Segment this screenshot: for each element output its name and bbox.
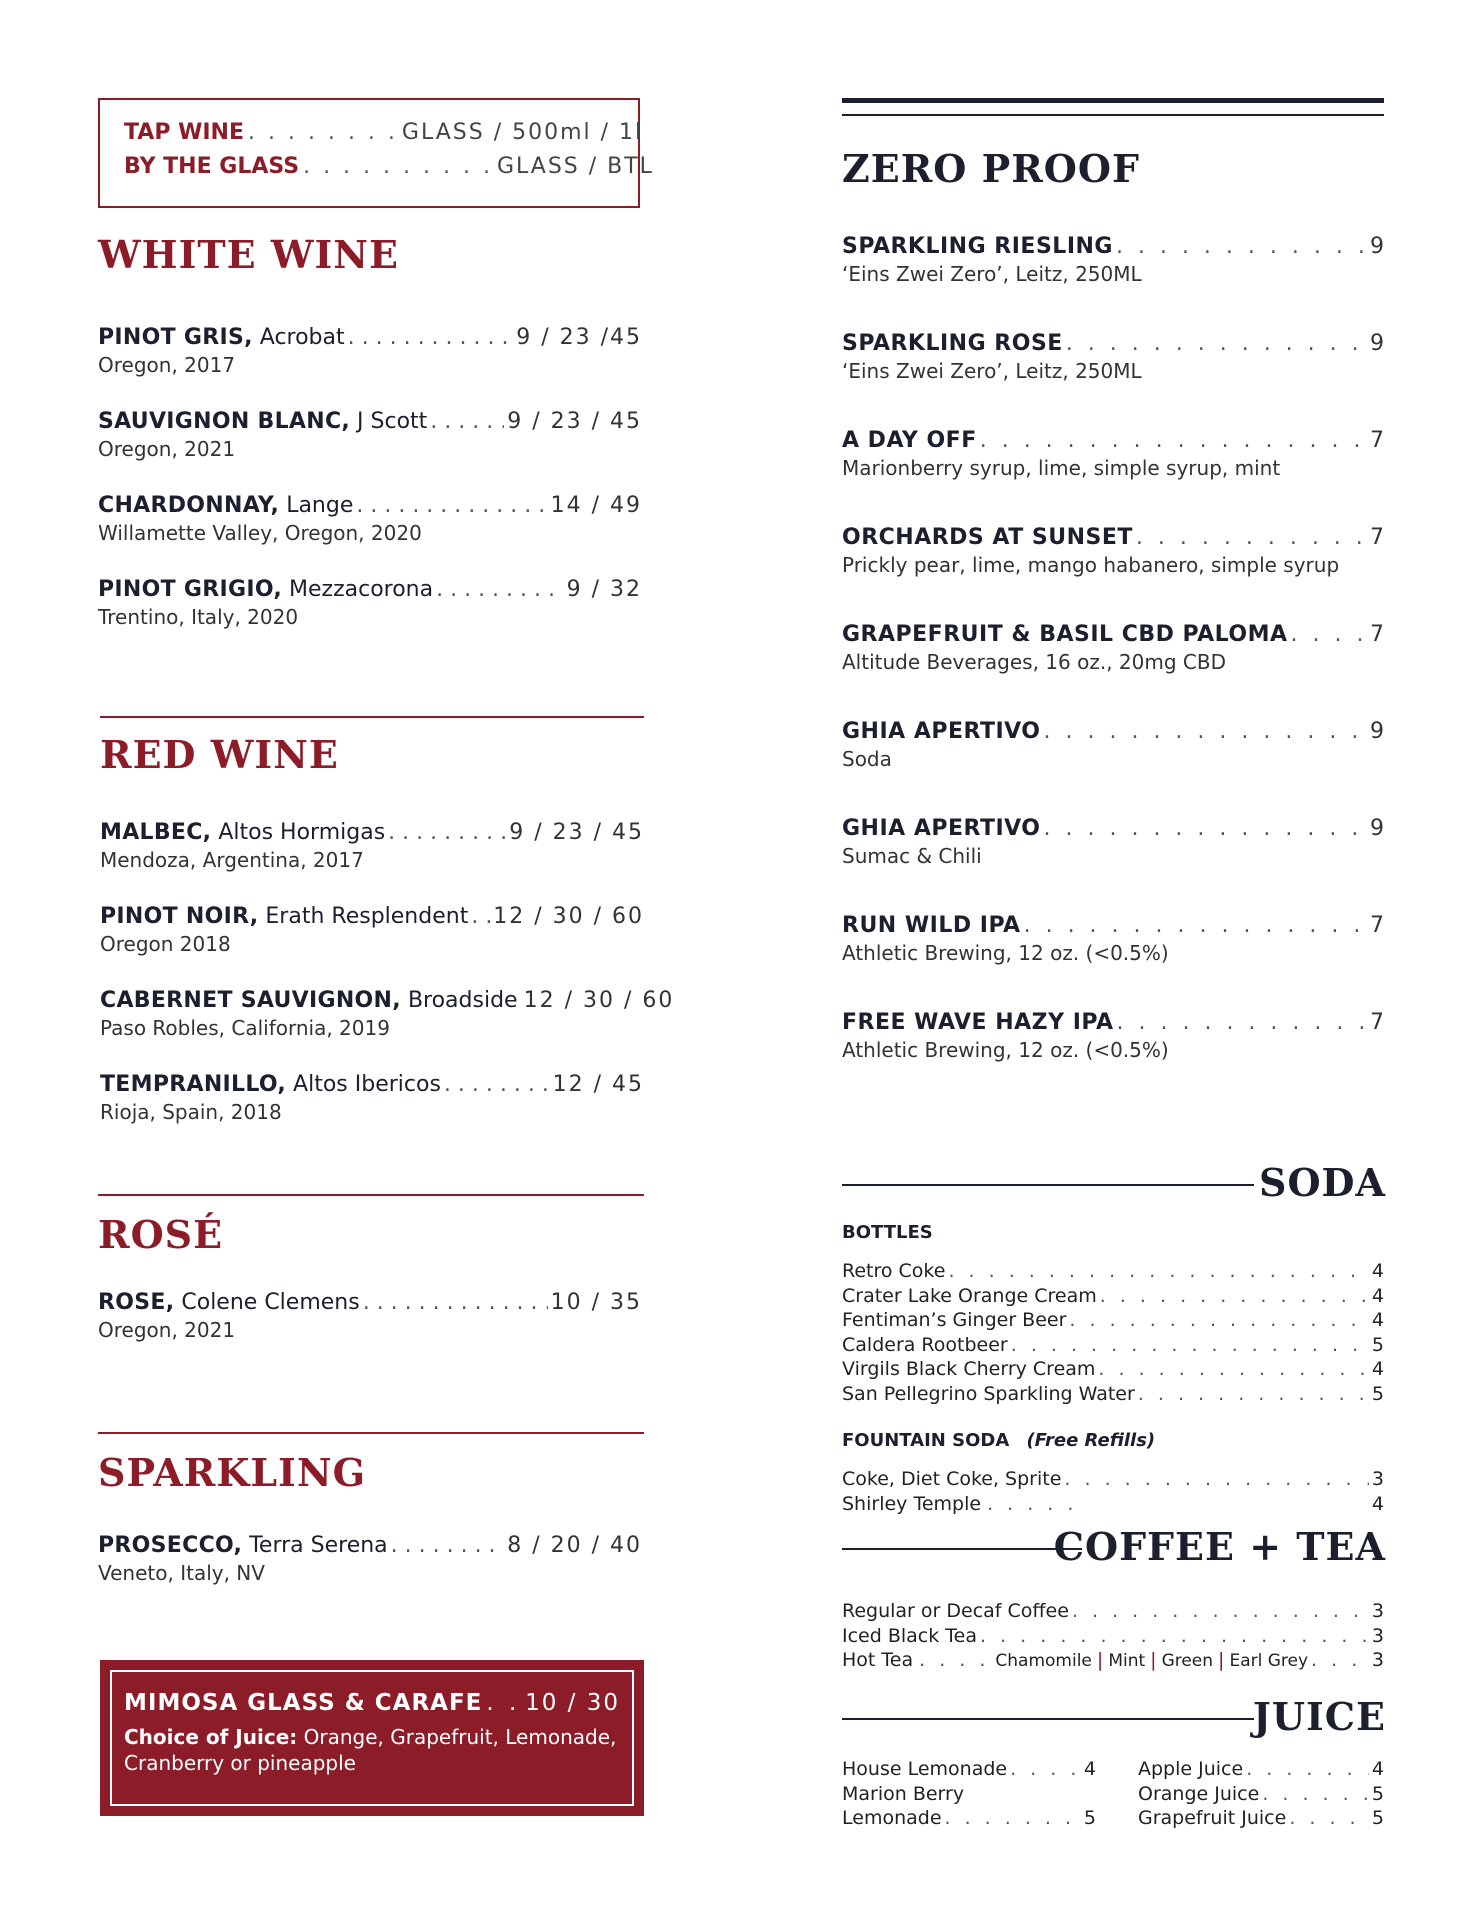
juice-list-left	[842, 1758, 1096, 1832]
mimosa-name: MIMOSA GLASS & CARAFE	[124, 1690, 483, 1716]
menu-item: PINOT GRIGIO, Mezzacorona . . . 9 / 32 Trentino, Italy, 2020	[98, 577, 642, 661]
red-wine-title: RED WINE	[100, 732, 339, 777]
list-item: Retro Coke . . . 4	[842, 1260, 1384, 1285]
by-glass-line: BY THE GLASS . . . . . . . . . . GLASS / BTL	[124, 154, 654, 179]
mimosa-price: 10 / 30	[525, 1690, 620, 1716]
mimosa-juice: Choice of Juice: Orange, Grapefruit, Lemonade, Cranberry or pineapple	[124, 1725, 617, 1775]
menu-item: GHIA APERTIVO . . . 9 Sumac & Chili	[842, 816, 1384, 913]
list-item: San Pellegrino Sparkling Water . . . 5	[842, 1383, 1384, 1408]
divider	[842, 1184, 1254, 1186]
tap-wine-legend	[98, 98, 654, 208]
divider	[842, 1548, 1082, 1550]
list-item: Iced Black Tea . . . 3	[842, 1625, 1384, 1650]
coffee-tea-title: COFFEE + TEA	[1053, 1524, 1386, 1569]
bottles-list	[842, 1260, 1384, 1407]
menu-item: SAUVIGNON BLANC, J Scott . . . 9 / 23 / 45 Oregon, 2021	[98, 409, 642, 493]
menu-item: PROSECCO, Terra Serena . . . 8 / 20 / 40 Veneto, Italy, NV	[98, 1533, 642, 1617]
menu-item: PINOT GRIS, Acrobat . . . 9 / 23 /45 Oregon, 2017	[98, 325, 642, 409]
list-item: Virgils Black Cherry Cream . . . 4	[842, 1358, 1384, 1383]
list-item: Regular or Decaf Coffee . . . 3	[842, 1600, 1384, 1625]
list-item: Grapefruit Juice . . . 5	[1138, 1807, 1384, 1832]
fountain-list	[842, 1468, 1384, 1517]
mimosa-feature-box	[100, 1660, 644, 1816]
red-wine-list	[100, 820, 675, 1156]
list-item: Coke, Diet Coke, Sprite . . . 3	[842, 1468, 1384, 1493]
white-wine-list	[98, 325, 642, 661]
divider	[98, 1432, 644, 1434]
hot-tea-row: Hot Tea . . . . Chamomile | Mint | Green | Earl Grey . . . 3	[842, 1649, 1384, 1674]
header-rule-thin	[842, 114, 1384, 116]
zero-proof-title: ZERO PROOF	[842, 146, 1140, 191]
sparkling-list	[98, 1533, 642, 1617]
rose-title: ROSÉ	[98, 1212, 224, 1257]
menu-item: CABERNET SAUVIGNON, Broadside 12 / 30 / 60 Paso Robles, California, 2019	[100, 988, 675, 1040]
rose-list	[98, 1290, 642, 1374]
menu-item: ROSE, Colene Clemens . . . 10 / 35 Oregon, 2021	[98, 1290, 642, 1374]
header-rule-thick	[842, 98, 1384, 103]
menu-item: FREE WAVE HAZY IPA . . . 7 Athletic Brewing, 12 oz. (<0.5%)	[842, 1010, 1384, 1107]
menu-item: A DAY OFF . . . 7 Marionberry syrup, lime, simple syrup, mint	[842, 428, 1384, 525]
coffee-tea-list	[842, 1600, 1384, 1674]
divider	[842, 1718, 1254, 1720]
tap-wine-line: TAP WINE . . . . . . . . GLASS / 500ml / 1l	[124, 120, 644, 145]
white-wine-title: WHITE WINE	[98, 232, 399, 277]
list-item: House Lemonade . . . 4	[842, 1758, 1096, 1783]
menu-item: GHIA APERTIVO . . . 9 Soda	[842, 719, 1384, 816]
soda-title: SODA	[1259, 1160, 1386, 1205]
tap-wine-value: GLASS / 500ml / 1l	[401, 120, 644, 145]
list-item: Crater Lake Orange Cream . . . 4	[842, 1285, 1384, 1310]
by-glass-label: BY THE GLASS	[124, 154, 300, 179]
list-item: Caldera Rootbeer . . . 5	[842, 1334, 1384, 1359]
menu-item: ORCHARDS AT SUNSET . . . 7 Prickly pear, lime, mango habanero, simple syrup	[842, 525, 1384, 622]
bottles-heading: BOTTLES	[842, 1222, 933, 1243]
menu-item: TEMPRANILLO, Altos Ibericos . . . 12 / 45 Rioja, Spain, 2018	[100, 1072, 644, 1156]
list-item: Fentiman’s Ginger Beer . . . 4	[842, 1309, 1384, 1334]
menu-item: CHARDONNAY, Lange . . . 14 / 49 Willamette Valley, Oregon, 2020	[98, 493, 642, 577]
list-item: Lemonade . . . 5	[842, 1807, 1096, 1832]
menu-item: MALBEC, Altos Hormigas . . . 9 / 23 / 45 Mendoza, Argentina, 2017	[100, 820, 644, 904]
menu-item: SPARKLING RIESLING . . . 9 ‘Eins Zwei Zero’, Leitz, 250ML	[842, 234, 1384, 331]
list-item: Shirley Temple . . . . . 4	[842, 1492, 1384, 1515]
tap-wine-label: TAP WINE	[124, 120, 245, 145]
divider	[98, 1194, 644, 1196]
menu-item: SPARKLING ROSE . . . 9 ‘Eins Zwei Zero’, Leitz, 250ML	[842, 331, 1384, 428]
list-item: Orange Juice . . . 5	[1138, 1783, 1384, 1808]
menu-item: GRAPEFRUIT & BASIL CBD PALOMA . . . 7 Altitude Beverages, 16 oz., 20mg CBD	[842, 622, 1384, 719]
juice-list-right	[1138, 1758, 1384, 1832]
juice-title: JUICE	[1252, 1694, 1386, 1739]
menu-item: PINOT NOIR, Erath Resplendent . . . 12 / 30 / 60 Oregon 2018	[100, 904, 644, 988]
by-glass-value: GLASS / BTL	[496, 154, 654, 179]
zero-proof-list	[842, 234, 1384, 1107]
list-item: Apple Juice . . . 4	[1138, 1758, 1384, 1783]
divider	[100, 716, 644, 718]
fountain-heading: FOUNTAIN SODA (Free Refills)	[842, 1430, 1156, 1451]
sparkling-title: SPARKLING	[98, 1450, 367, 1495]
menu-item: RUN WILD IPA . . . 7 Athletic Brewing, 12 oz. (<0.5%)	[842, 913, 1384, 1010]
list-item: Marion Berry	[842, 1782, 965, 1805]
